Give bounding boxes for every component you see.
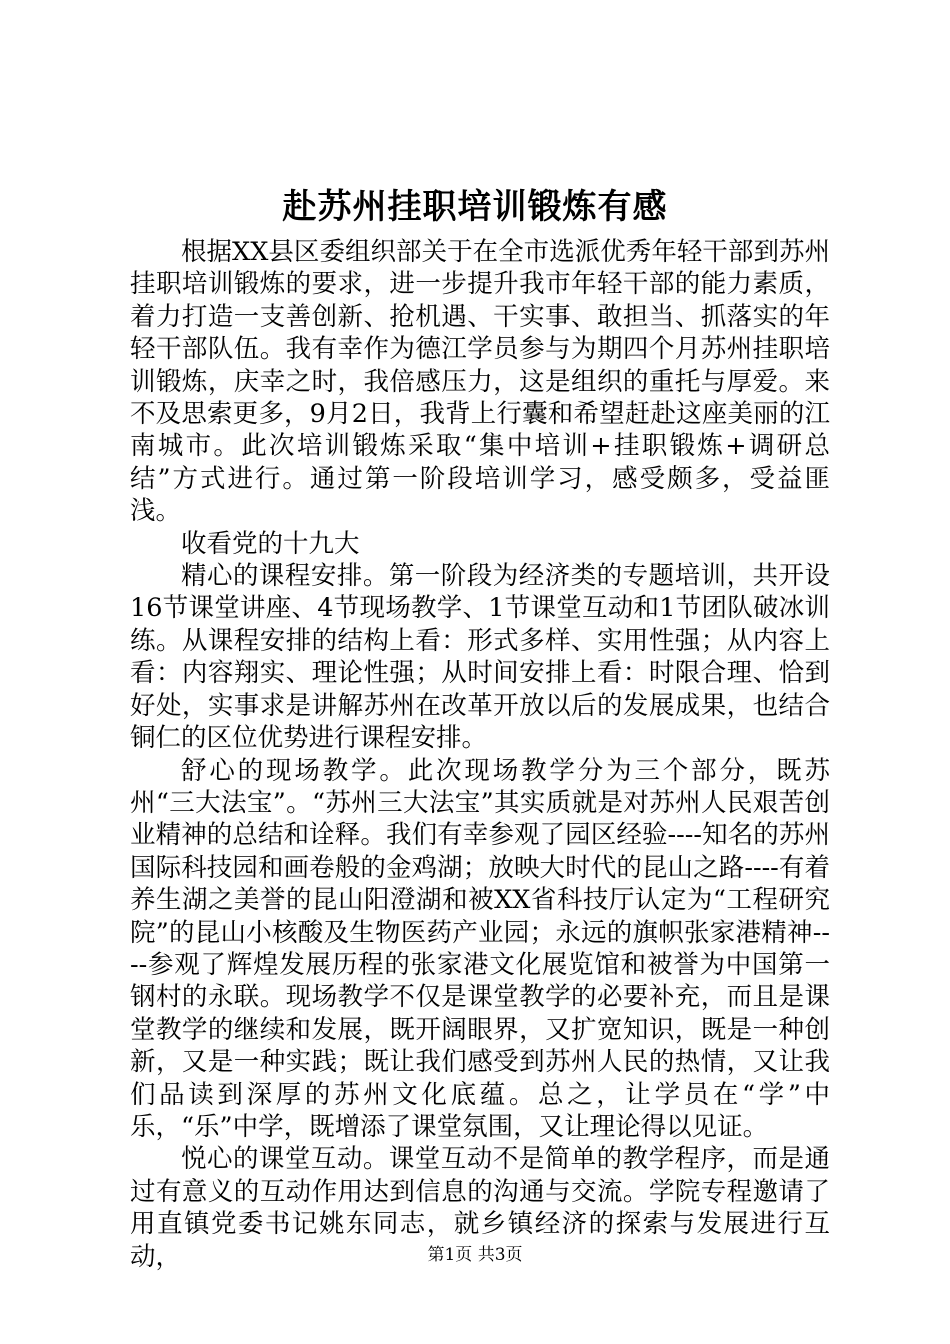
paragraph-field-teaching: 舒心的现场教学。此次现场教学分为三个部分，既苏州“三大法宝”。“苏州三大法宝”其实质就是对苏州人民艰苦创业精神的总结和诠释。我们有幸参观了园区经验----知名的苏州国际科技园和画卷般的金鸡湖；放映大时代的昆山之路----有着养生湖之美誉的昆山阳澄湖和被XX省科技厅认定为“工程研究院”的昆山小核酸及生物医药产业园；永远的旗帜张家港精神----参观了辉煌发展历程的张家港文化展览馆和被誉为中国第一钢村的永联。现场教学不仅是课堂教学的必要补充，而且是课堂教学的继续和发展，既开阔眼界，又扩宽知识，既是一种创新，又是一种实践；既让我们感受到苏州人民的热情，又让我们品读到深厚的苏州文化底蕴。总之，让学员在“学”中乐，“乐”中学，既增添了课堂氛围，又让理论得以见证。 [130, 755, 830, 1142]
paragraph-short-note: 收看党的十九大 [181, 528, 360, 559]
paragraph-intro: 根据XX县区委组织部关于在全市选派优秀年轻干部到苏州挂职培训锻炼的要求，进一步提升我市年轻干部的能力素质，着力打造一支善创新、抢机遇、干实事、敢担当、抓落实的年轻干部队伍。我有幸作为德江学员参与为期四个月苏州挂职培训锻炼，庆幸之时，我倍感压力，这是组织的重托与厚爱。来不及思索更多，9月2日，我背上行囊和希望赶赴这座美丽的江南城市。此次培训锻炼采取“集中培训+挂职锻炼+调研总结”方式进行。通过第一阶段培训学习，感受颇多，受益匪浅。 [130, 237, 830, 527]
paragraph-course-arrangement: 精心的课程安排。第一阶段为经济类的专题培训，共开设16节课堂讲座、4节现场教学、1节课堂互动和1节团队破冰训练。从课程安排的结构上看：形式多样、实用性强；从内容上看：内容翔实、理论性强；从时间安排上看：时限合理、恰到好处，实事求是讲解苏州在改革开放以后的发展成果，也结合铜仁的区位优势进行课程安排。 [130, 561, 830, 754]
document-title: 赴苏州挂职培训锻炼有感 [282, 187, 668, 227]
document-body [130, 236, 830, 1273]
paragraph-classroom-interaction: 悦心的课堂互动。课堂互动不是简单的教学程序，而是通过有意义的互动作用达到信息的沟通与交流。学院专程邀请了用直镇党委书记姚东同志，就乡镇经济的探索与发展进行互动， [130, 1144, 830, 1272]
page-number-footer: 第1页 共3页 [427, 1245, 523, 1265]
